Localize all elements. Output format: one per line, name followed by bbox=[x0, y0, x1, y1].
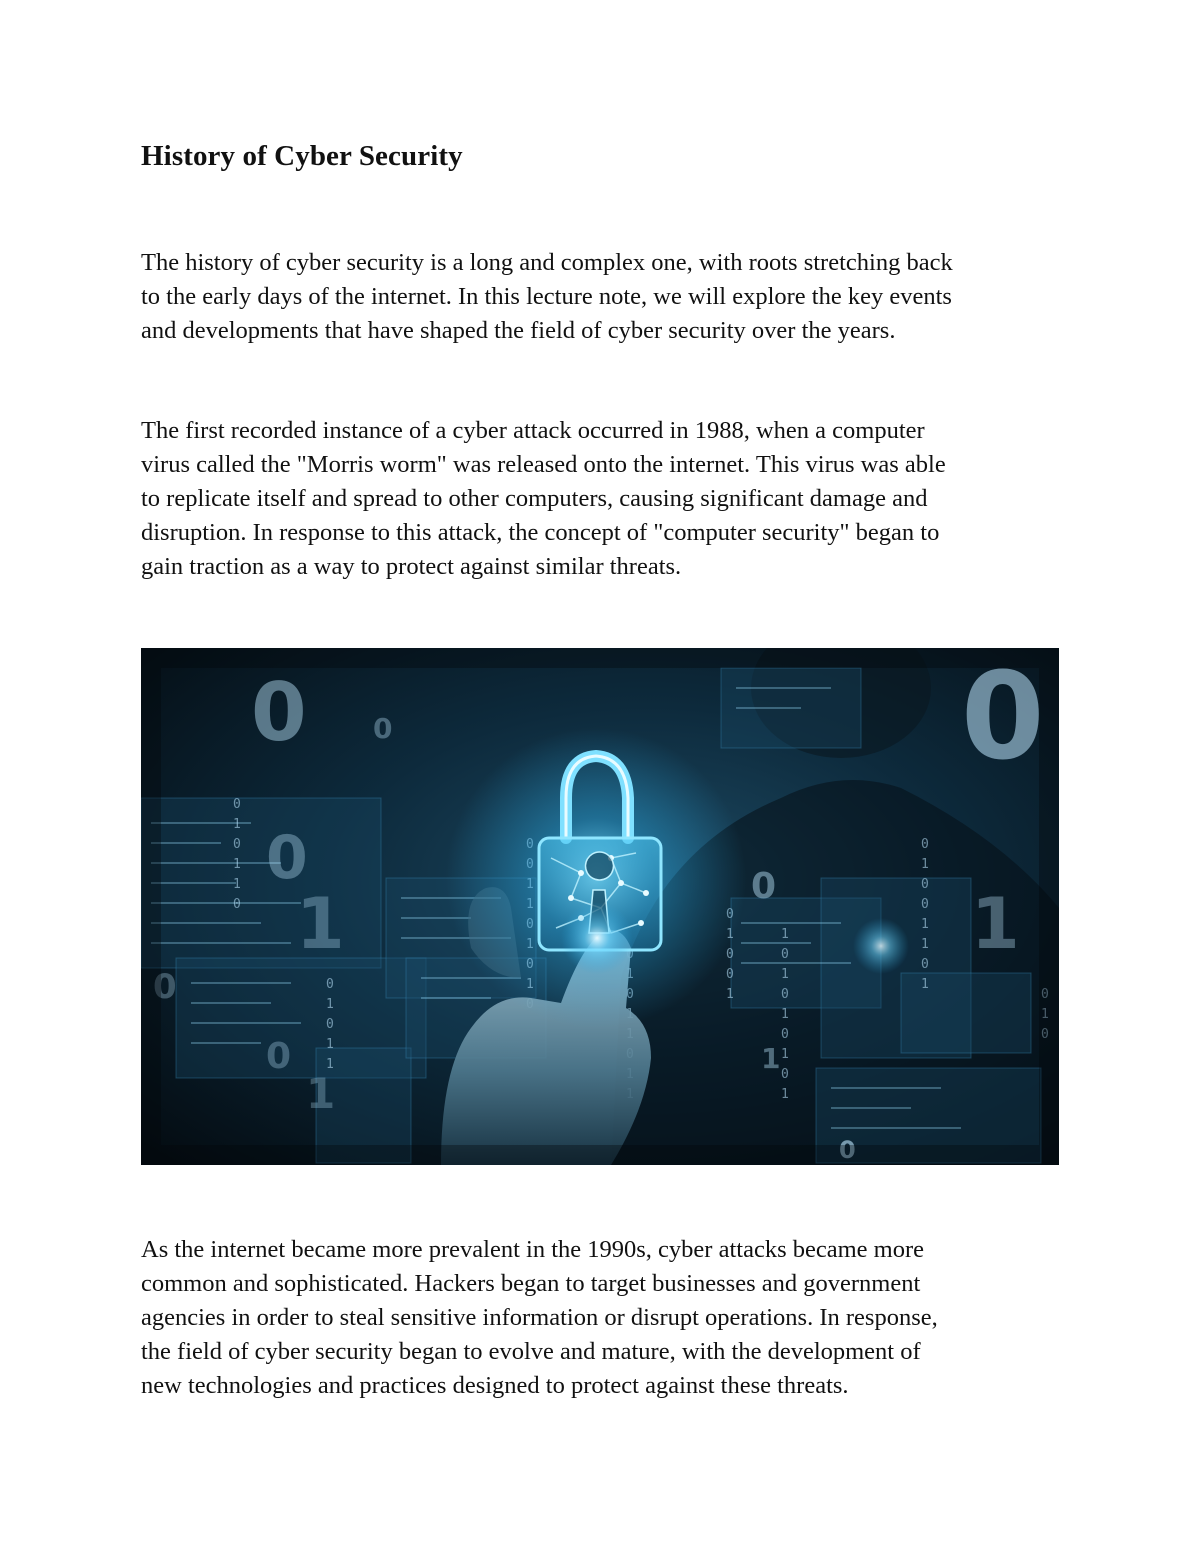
svg-text:1: 1 bbox=[781, 1007, 789, 1022]
large-digit: 0 bbox=[266, 1036, 292, 1077]
large-digit: 0 bbox=[153, 967, 177, 1007]
svg-text:0: 0 bbox=[233, 897, 241, 912]
paragraph-line: The first recorded instance of a cyber attack occurred in 1988, when a computer bbox=[141, 417, 925, 444]
svg-text:0: 0 bbox=[921, 897, 929, 912]
paragraph-line: virus called the "Morris worm" was released onto the internet. This virus was able bbox=[141, 451, 946, 478]
svg-text:1: 1 bbox=[781, 1047, 789, 1062]
right-light-spot bbox=[853, 918, 909, 974]
paragraph-morris-worm bbox=[141, 414, 1081, 584]
svg-text:0: 0 bbox=[1041, 987, 1049, 1002]
svg-text:0: 0 bbox=[726, 967, 734, 982]
cyber-security-lock-image bbox=[141, 648, 1059, 1165]
large-digit: 0 bbox=[251, 666, 307, 759]
svg-text:1: 1 bbox=[781, 927, 789, 942]
svg-text:0: 0 bbox=[326, 1017, 334, 1032]
large-digit: 0 bbox=[373, 712, 393, 745]
large-digit: 1 bbox=[296, 883, 345, 965]
svg-text:1: 1 bbox=[326, 1057, 334, 1072]
svg-text:1: 1 bbox=[781, 967, 789, 982]
svg-text:0: 0 bbox=[726, 947, 734, 962]
svg-text:0: 0 bbox=[233, 837, 241, 852]
large-digit: 1 bbox=[971, 883, 1020, 965]
svg-text:0: 0 bbox=[781, 1067, 789, 1082]
svg-text:1: 1 bbox=[233, 857, 241, 872]
svg-text:1: 1 bbox=[233, 817, 241, 832]
svg-text:1: 1 bbox=[326, 1037, 334, 1052]
paragraph-line: agencies in order to steal sensitive information or disrupt operations. In response, bbox=[141, 1304, 938, 1331]
svg-text:0: 0 bbox=[781, 1027, 789, 1042]
svg-text:0: 0 bbox=[233, 797, 241, 812]
paragraph-line: and developments that have shaped the field of cyber security over the years. bbox=[141, 317, 896, 344]
paragraph-line: the field of cyber security began to evolve and mature, with the development of bbox=[141, 1338, 921, 1365]
svg-text:0: 0 bbox=[921, 877, 929, 892]
large-digit: 0 bbox=[839, 1136, 856, 1164]
svg-text:0: 0 bbox=[1041, 1027, 1049, 1042]
svg-text:1: 1 bbox=[726, 987, 734, 1002]
svg-text:0: 0 bbox=[921, 837, 929, 852]
large-digit: 0 bbox=[751, 866, 777, 907]
svg-text:1: 1 bbox=[921, 937, 929, 952]
svg-text:1: 1 bbox=[326, 997, 334, 1012]
svg-text:1: 1 bbox=[233, 877, 241, 892]
svg-text:0: 0 bbox=[781, 947, 789, 962]
paragraph-line: common and sophisticated. Hackers began to target businesses and government bbox=[141, 1270, 921, 1297]
paragraph-line: As the internet became more prevalent in the 1990s, cyber attacks became more bbox=[141, 1236, 924, 1263]
paragraph-intro bbox=[141, 246, 1081, 348]
svg-text:1: 1 bbox=[1041, 1007, 1049, 1022]
svg-text:0: 0 bbox=[921, 957, 929, 972]
paragraph-line: The history of cyber security is a long and complex one, with roots stretching back bbox=[141, 249, 953, 276]
svg-text:1: 1 bbox=[921, 977, 929, 992]
svg-text:1: 1 bbox=[921, 917, 929, 932]
large-digit: 1 bbox=[306, 1069, 336, 1118]
svg-text:0: 0 bbox=[326, 977, 334, 992]
paragraph-line: to replicate itself and spread to other computers, causing significant damage and bbox=[141, 485, 928, 512]
svg-text:1: 1 bbox=[781, 1087, 789, 1102]
page-title: History of Cyber Security bbox=[141, 140, 463, 172]
paragraph-1990s bbox=[141, 1233, 1081, 1403]
paragraph-line: new technologies and practices designed to protect against these threats. bbox=[141, 1372, 849, 1399]
paragraph-line: disruption. In response to this attack, the concept of "computer security" began to bbox=[141, 519, 940, 546]
large-digit: 1 bbox=[761, 1042, 781, 1075]
paragraph-line: to the early days of the internet. In this lecture note, we will explore the key events bbox=[141, 283, 952, 310]
svg-text:1: 1 bbox=[921, 857, 929, 872]
large-digit: 0 bbox=[266, 823, 308, 893]
fingertip-light bbox=[561, 902, 633, 974]
large-digit: 0 bbox=[961, 648, 1045, 787]
paragraph-line: gain traction as a way to protect against similar threats. bbox=[141, 553, 682, 580]
svg-text:0: 0 bbox=[781, 987, 789, 1002]
